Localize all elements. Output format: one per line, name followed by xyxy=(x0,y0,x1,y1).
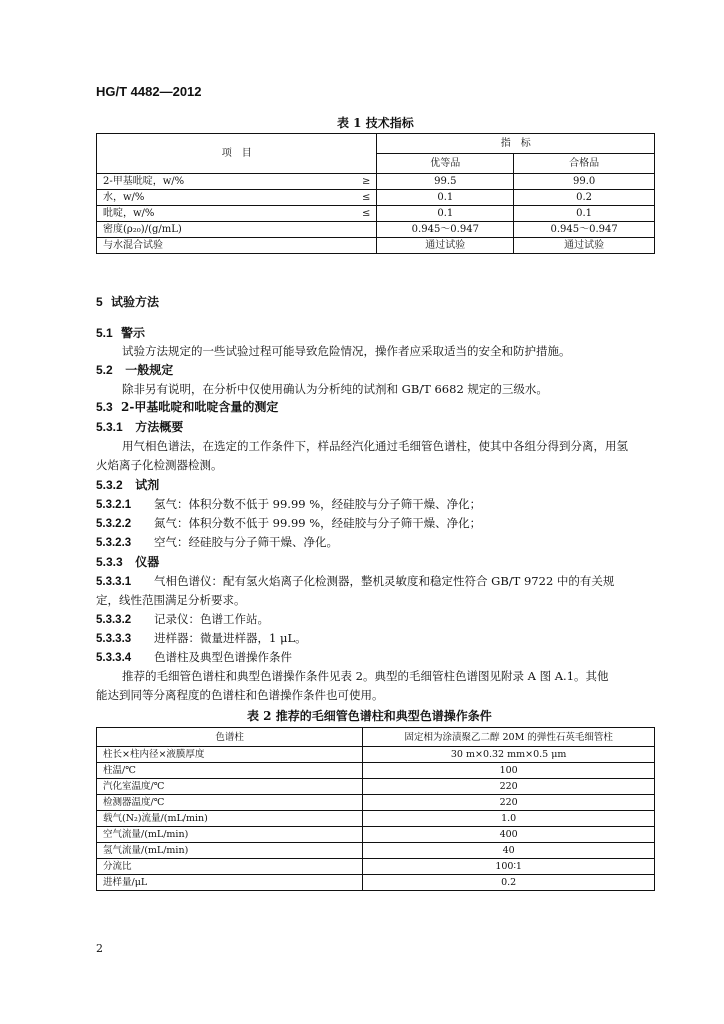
item-number: 5.3.3.1 xyxy=(96,576,132,588)
clause-title: 方法概要 xyxy=(135,420,184,434)
paragraph-continuation: 火焰离子化检测器检测。 xyxy=(96,458,223,472)
row-value-premium: 0.1 xyxy=(377,190,514,206)
paragraph-continuation: 定，线性范围满足分析要求。 xyxy=(96,593,246,607)
subsection-title: 2-甲基吡啶和吡啶含量的测定 xyxy=(121,400,279,414)
table-row xyxy=(97,206,655,222)
head-item: 项 目 xyxy=(97,134,377,174)
clause-number: 5.3.3 xyxy=(96,555,123,569)
row-item: 进样量/μL xyxy=(97,875,363,891)
paragraph: 试验方法规定的一些试验过程可能导致危险情况，操作者应采取适当的安全和防护措施。 xyxy=(122,344,571,358)
table-row xyxy=(97,827,655,843)
row-value: 100∶1 xyxy=(363,859,655,875)
clause-number: 5.3.1 xyxy=(96,420,123,434)
clause-number: 5.3.2 xyxy=(96,478,123,492)
row-value: 220 xyxy=(363,779,655,795)
row-item: 汽化室温度/℃ xyxy=(97,779,363,795)
table-row xyxy=(97,795,655,811)
row-operator: ≤ xyxy=(282,206,377,222)
row-value: 0.2 xyxy=(363,875,655,891)
row-item: 吡啶，w/% xyxy=(97,206,283,222)
clause-heading xyxy=(96,476,159,493)
chromatography-conditions-table xyxy=(96,727,655,891)
item-text: 记录仪：色谱工作站。 xyxy=(154,612,269,626)
row-value: 400 xyxy=(363,827,655,843)
instrument-item xyxy=(96,648,292,667)
item-number: 5.3.2.3 xyxy=(96,537,132,549)
paragraph: 除非另有说明，在分析中仅使用确认为分析纯的试剂和 GB/T 6682 规定的三级水。 xyxy=(122,382,548,396)
row-value-qualified: 99.0 xyxy=(514,174,655,190)
paragraph: 用气相色谱法，在选定的工作条件下，样品经汽化通过毛细管色谱柱，使其中各组分得到分离，用氢 xyxy=(122,439,628,453)
row-value: 220 xyxy=(363,795,655,811)
row-value-premium: 99.5 xyxy=(377,174,514,190)
technical-indicators-table xyxy=(96,133,655,254)
item-text: 氮气：体积分数不低于 99.99 %，经硅胶与分子筛干燥、净化； xyxy=(154,516,482,530)
table-row xyxy=(97,811,655,827)
row-operator: ≥ xyxy=(282,174,377,190)
head-column: 色谱柱 xyxy=(97,728,363,747)
head-grade-qualified: 合格品 xyxy=(514,154,655,174)
row-item: 柱温/℃ xyxy=(97,763,363,779)
table-row xyxy=(97,843,655,859)
row-value: 1.0 xyxy=(363,811,655,827)
head-index: 指 标 xyxy=(377,134,655,154)
subsection-heading xyxy=(96,324,145,341)
item-number: 5.3.3.2 xyxy=(96,614,132,626)
item-number: 5.3.3.4 xyxy=(96,652,132,664)
subsection-title: 一般规定 xyxy=(125,363,174,377)
row-value: 100 xyxy=(363,763,655,779)
item-number: 5.3.2.2 xyxy=(96,518,132,530)
item-text: 进样器：微量进样器，1 μL。 xyxy=(154,631,307,645)
row-item: 密度(ρ₂₀)/(g/mL) xyxy=(97,222,377,238)
standard-code: HG/T 4482—2012 xyxy=(96,84,202,99)
item-text: 气相色谱仪：配有氢火焰离子化检测器，整机灵敏度和稳定性符合 GB/T 9722 中的有关规 xyxy=(154,574,615,588)
paragraph-continuation: 能达到同等分离程度的色谱柱和色谱操作条件也可使用。 xyxy=(96,688,384,702)
table-row xyxy=(97,763,655,779)
item-number: 5.3.2.1 xyxy=(96,499,132,511)
table-row xyxy=(97,875,655,891)
table-row xyxy=(97,779,655,795)
item-number: 5.3.3.3 xyxy=(96,633,132,645)
row-value-qualified: 0.1 xyxy=(514,206,655,222)
row-value: 40 xyxy=(363,843,655,859)
row-item: 氢气流量/(mL/min) xyxy=(97,843,363,859)
row-value-premium: 通过试验 xyxy=(377,238,514,254)
instrument-item xyxy=(96,629,307,648)
row-value-premium: 0.945～0.947 xyxy=(377,222,514,238)
row-item: 与水混合试验 xyxy=(97,238,377,254)
item-text: 空气：经硅胶与分子筛干燥、净化。 xyxy=(154,535,338,549)
table-row xyxy=(97,859,655,875)
table-row xyxy=(97,190,655,206)
row-item: 空气流量/(mL/min) xyxy=(97,827,363,843)
table-row xyxy=(97,238,655,254)
row-item: 分流比 xyxy=(97,859,363,875)
clause-heading xyxy=(96,553,159,570)
reagent-item xyxy=(96,514,481,533)
page-number: 2 xyxy=(96,942,103,955)
table-row xyxy=(97,222,655,238)
row-item: 检测器温度/℃ xyxy=(97,795,363,811)
head-grade-premium: 优等品 xyxy=(377,154,514,174)
paragraph: 推荐的毛细管色谱柱和典型色谱操作条件见表 2。典型的毛细管柱色谱图见附录 A 图 A.1。其他 xyxy=(122,669,609,683)
subsection-number: 5.1 xyxy=(96,326,113,340)
table1-caption: 表 1 技术指标 xyxy=(337,116,414,130)
table2-caption: 表 2 推荐的毛细管色谱柱和典型色谱操作条件 xyxy=(247,709,492,723)
clause-title: 仪器 xyxy=(135,555,160,569)
instrument-item xyxy=(96,610,269,629)
subsection-title: 警示 xyxy=(121,326,146,340)
table-row xyxy=(97,747,655,763)
clause-heading xyxy=(96,418,183,435)
section-heading xyxy=(96,293,159,310)
row-item: 柱长×柱内径×液膜厚度 xyxy=(97,747,363,763)
row-item: 2-甲基吡啶，w/% xyxy=(97,174,283,190)
row-value-qualified: 0.2 xyxy=(514,190,655,206)
head-value: 固定相为涂渍聚乙二醇 20M 的弹性石英毛细管柱 xyxy=(363,728,655,747)
row-value-qualified: 0.945～0.947 xyxy=(514,222,655,238)
clause-title: 试剂 xyxy=(135,478,160,492)
subsection-heading xyxy=(96,361,173,378)
reagent-item xyxy=(96,533,338,552)
section-number: 5 xyxy=(96,295,103,309)
table-row xyxy=(97,174,655,190)
subsection-number: 5.2 xyxy=(96,363,113,377)
row-item: 载气(N₂)流量/(mL/min) xyxy=(97,811,363,827)
row-value-premium: 0.1 xyxy=(377,206,514,222)
reagent-item xyxy=(96,495,481,514)
instrument-item xyxy=(96,572,662,591)
row-value-qualified: 通过试验 xyxy=(514,238,655,254)
item-text: 氢气：体积分数不低于 99.99 %，经硅胶与分子筛干燥、净化； xyxy=(154,497,482,511)
subsection-number: 5.3 xyxy=(96,400,113,414)
item-text: 色谱柱及典型色谱操作条件 xyxy=(154,650,292,664)
row-item: 水，w/% xyxy=(97,190,283,206)
section-title: 试验方法 xyxy=(111,295,160,309)
subsection-heading xyxy=(96,398,278,415)
row-operator: ≤ xyxy=(282,190,377,206)
row-value: 30 m×0.32 mm×0.5 μm xyxy=(363,747,655,763)
